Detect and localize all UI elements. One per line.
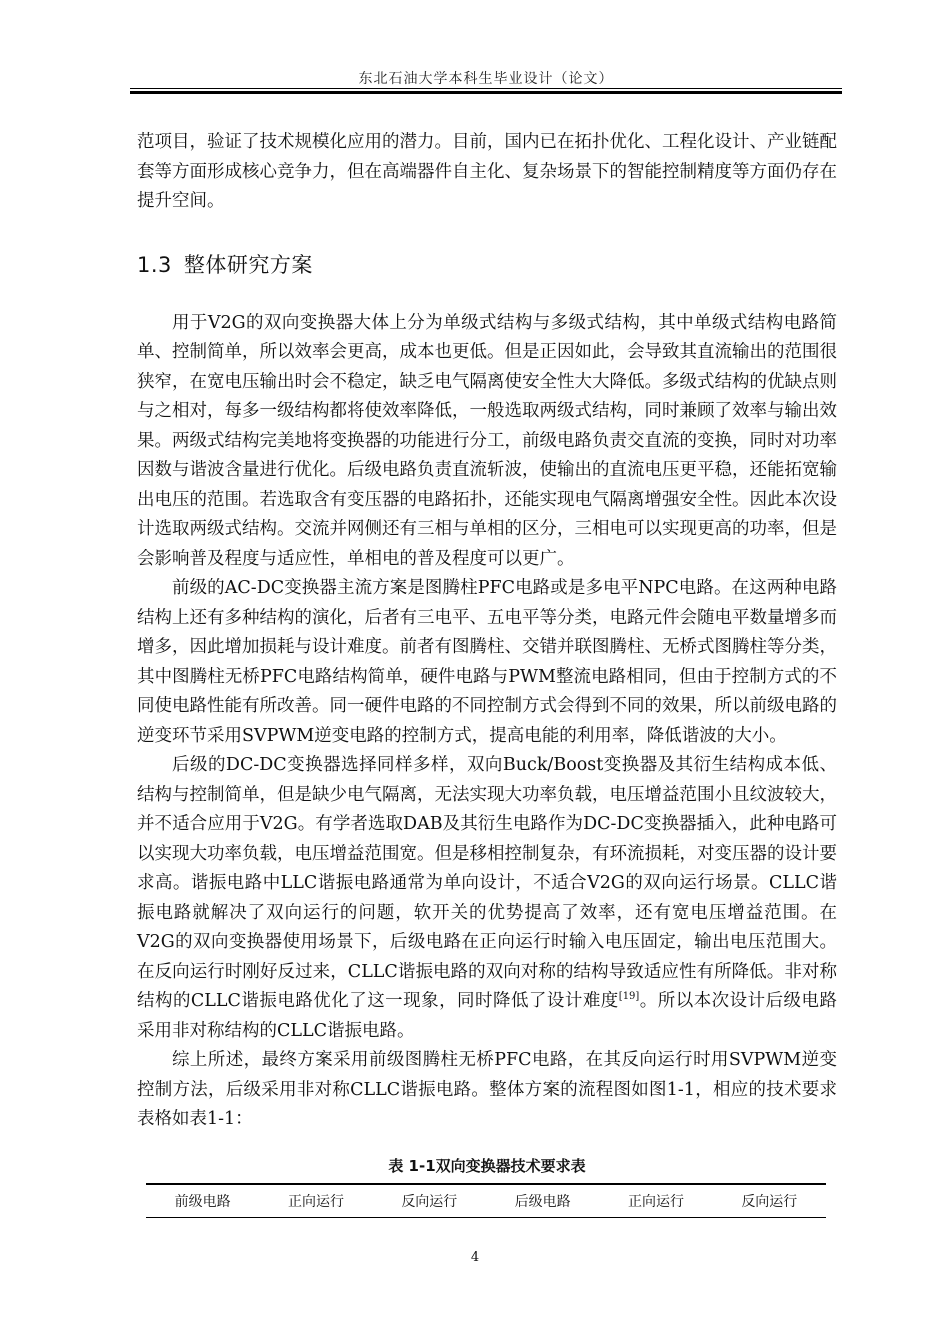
citation-ref: [19] — [618, 991, 640, 1003]
table-header-cell: 反向运行 — [741, 1194, 798, 1210]
header-rule-thin — [130, 88, 842, 89]
section-title: 整体研究方案 — [183, 252, 313, 277]
page-body — [137, 128, 837, 1194]
table-header-cell: 后级电路 — [514, 1194, 571, 1210]
paragraph-topology: 用于V2G的双向变换器大体上分为单级式结构与多级式结构，其中单级式结构电路简单、控制简单，所以效率会更高，成本也更低。但是正因如此，会导致其直流输出的范围很狭窄，在宽电压输出时会不稳定，缺乏电气隔离使安全性大大降低。多级式结构的优缺点则与之相对，每多一级结构都将使效率降低，一般选取两级式结构，同时兼顾了效率与输出效果。两级式结构完美地将变换器的功能进行分工，前级电路负责交直流的变换，同时对功率因数与谐波含量进行优化。后级电路负责直流斩波，使输出的直流电压更平稳，还能拓宽输出电压的范围。若选取含有变压器的电路拓扑，还能实现电气隔离增强安全性。因此本次设计选取两级式结构。交流并网侧还有三相与单相的区分，三相电可以实现更高的功率，但是会影响普及程度与适应性，单相电的普及程度可以更广。 — [137, 312, 837, 569]
paragraph-dc-dc-tail: 。所以本次设计后级电路采用非对称结构的CLLC谐振电路。 — [137, 991, 838, 1041]
running-header: 东北石油大学本科生毕业设计（论文） — [358, 71, 614, 87]
table-caption: 表 1-1双向变换器技术要求表 — [388, 1156, 586, 1175]
header-rule-thick — [130, 91, 842, 94]
table-header-cell: 正向运行 — [287, 1194, 344, 1210]
paragraph-dc-dc — [137, 751, 837, 1046]
paragraph-ac-dc: 前级的AC-DC变换器主流方案是图腾柱PFC电路或是多电平NPC电路。在这两种电路结构上还有多种结构的演化，后者有三电平、五电平等分类，电路元件会随电平数量增多而增多，因此增加损耗与设计难度。前者有图腾柱、交错并联图腾柱、无桥式图腾柱等分类，其中图腾柱无桥PFC电路结构简单，硬件电路与PWM整流电路相同，但由于控制方式的不同使电路性能有所改善。同一硬件电路的不同控制方式会得到不同的效果，所以前级电路的逆变环节采用SVPWM逆变电路的控制方式，提高电能的利用率，降低谐波的大小。 — [137, 578, 837, 746]
paragraph-summary: 综上所述，最终方案采用前级图腾柱无桥PFC电路，在其反向运行时用SVPWM逆变控制方法，后级采用非对称CLLC谐振电路。整体方案的流程图如图1-1，相应的技术要求表格如表1-1： — [137, 1050, 837, 1129]
table-header-cell: 正向运行 — [627, 1194, 684, 1210]
table-header-cell: 前级电路 — [174, 1194, 231, 1210]
paragraph-dc-dc-body: 后级的DC-DC变换器选择同样多样，双向Buck/Boost变换器及其衍生结构成本低、结构与控制简单，但是缺少电气隔离，无法实现大功率负载，电压增益范围小且纹波较大，并不适合应用于V2G。有学者选取DAB及其衍生电路作为DC-DC变换器插入，此种电路可以实现大功率负载，电压增益范围宽。但是移相控制复杂，有环流损耗，对变压器的设计要求高。谐振电路中LLC谐振电路通常为单向设计，不适合V2G的双向运行场景。CLLC谐振电路就解决了双向运行的问题，软开关的优势提高了效率，还有宽电压增益范围。在V2G的双向变换器使用场景下，后级电路在正向运行时输入电压固定，输出电压范围大。在反向运行时刚好反过来，CLLC谐振电路的双向对称的结构导致适应性有所降低。非对称结构的CLLC谐振电路优化了这一现象，同时降低了设计难度 — [137, 755, 837, 1011]
page-number: 4 — [470, 1250, 480, 1265]
requirements-table — [146, 1183, 826, 1218]
section-number: 1.3 — [137, 252, 172, 277]
intro-paragraph: 范项目，验证了技术规模化应用的潜力。目前，国内已在拓扑优化、工程化设计、产业链配套等方面形成核心竞争力，但在高端器件自主化、复杂场景下的智能控制精度等方面仍存在提升空间。 — [137, 132, 837, 211]
section-heading — [137, 249, 837, 279]
table-header-row — [146, 1184, 826, 1218]
table-header-cell: 反向运行 — [401, 1194, 458, 1210]
